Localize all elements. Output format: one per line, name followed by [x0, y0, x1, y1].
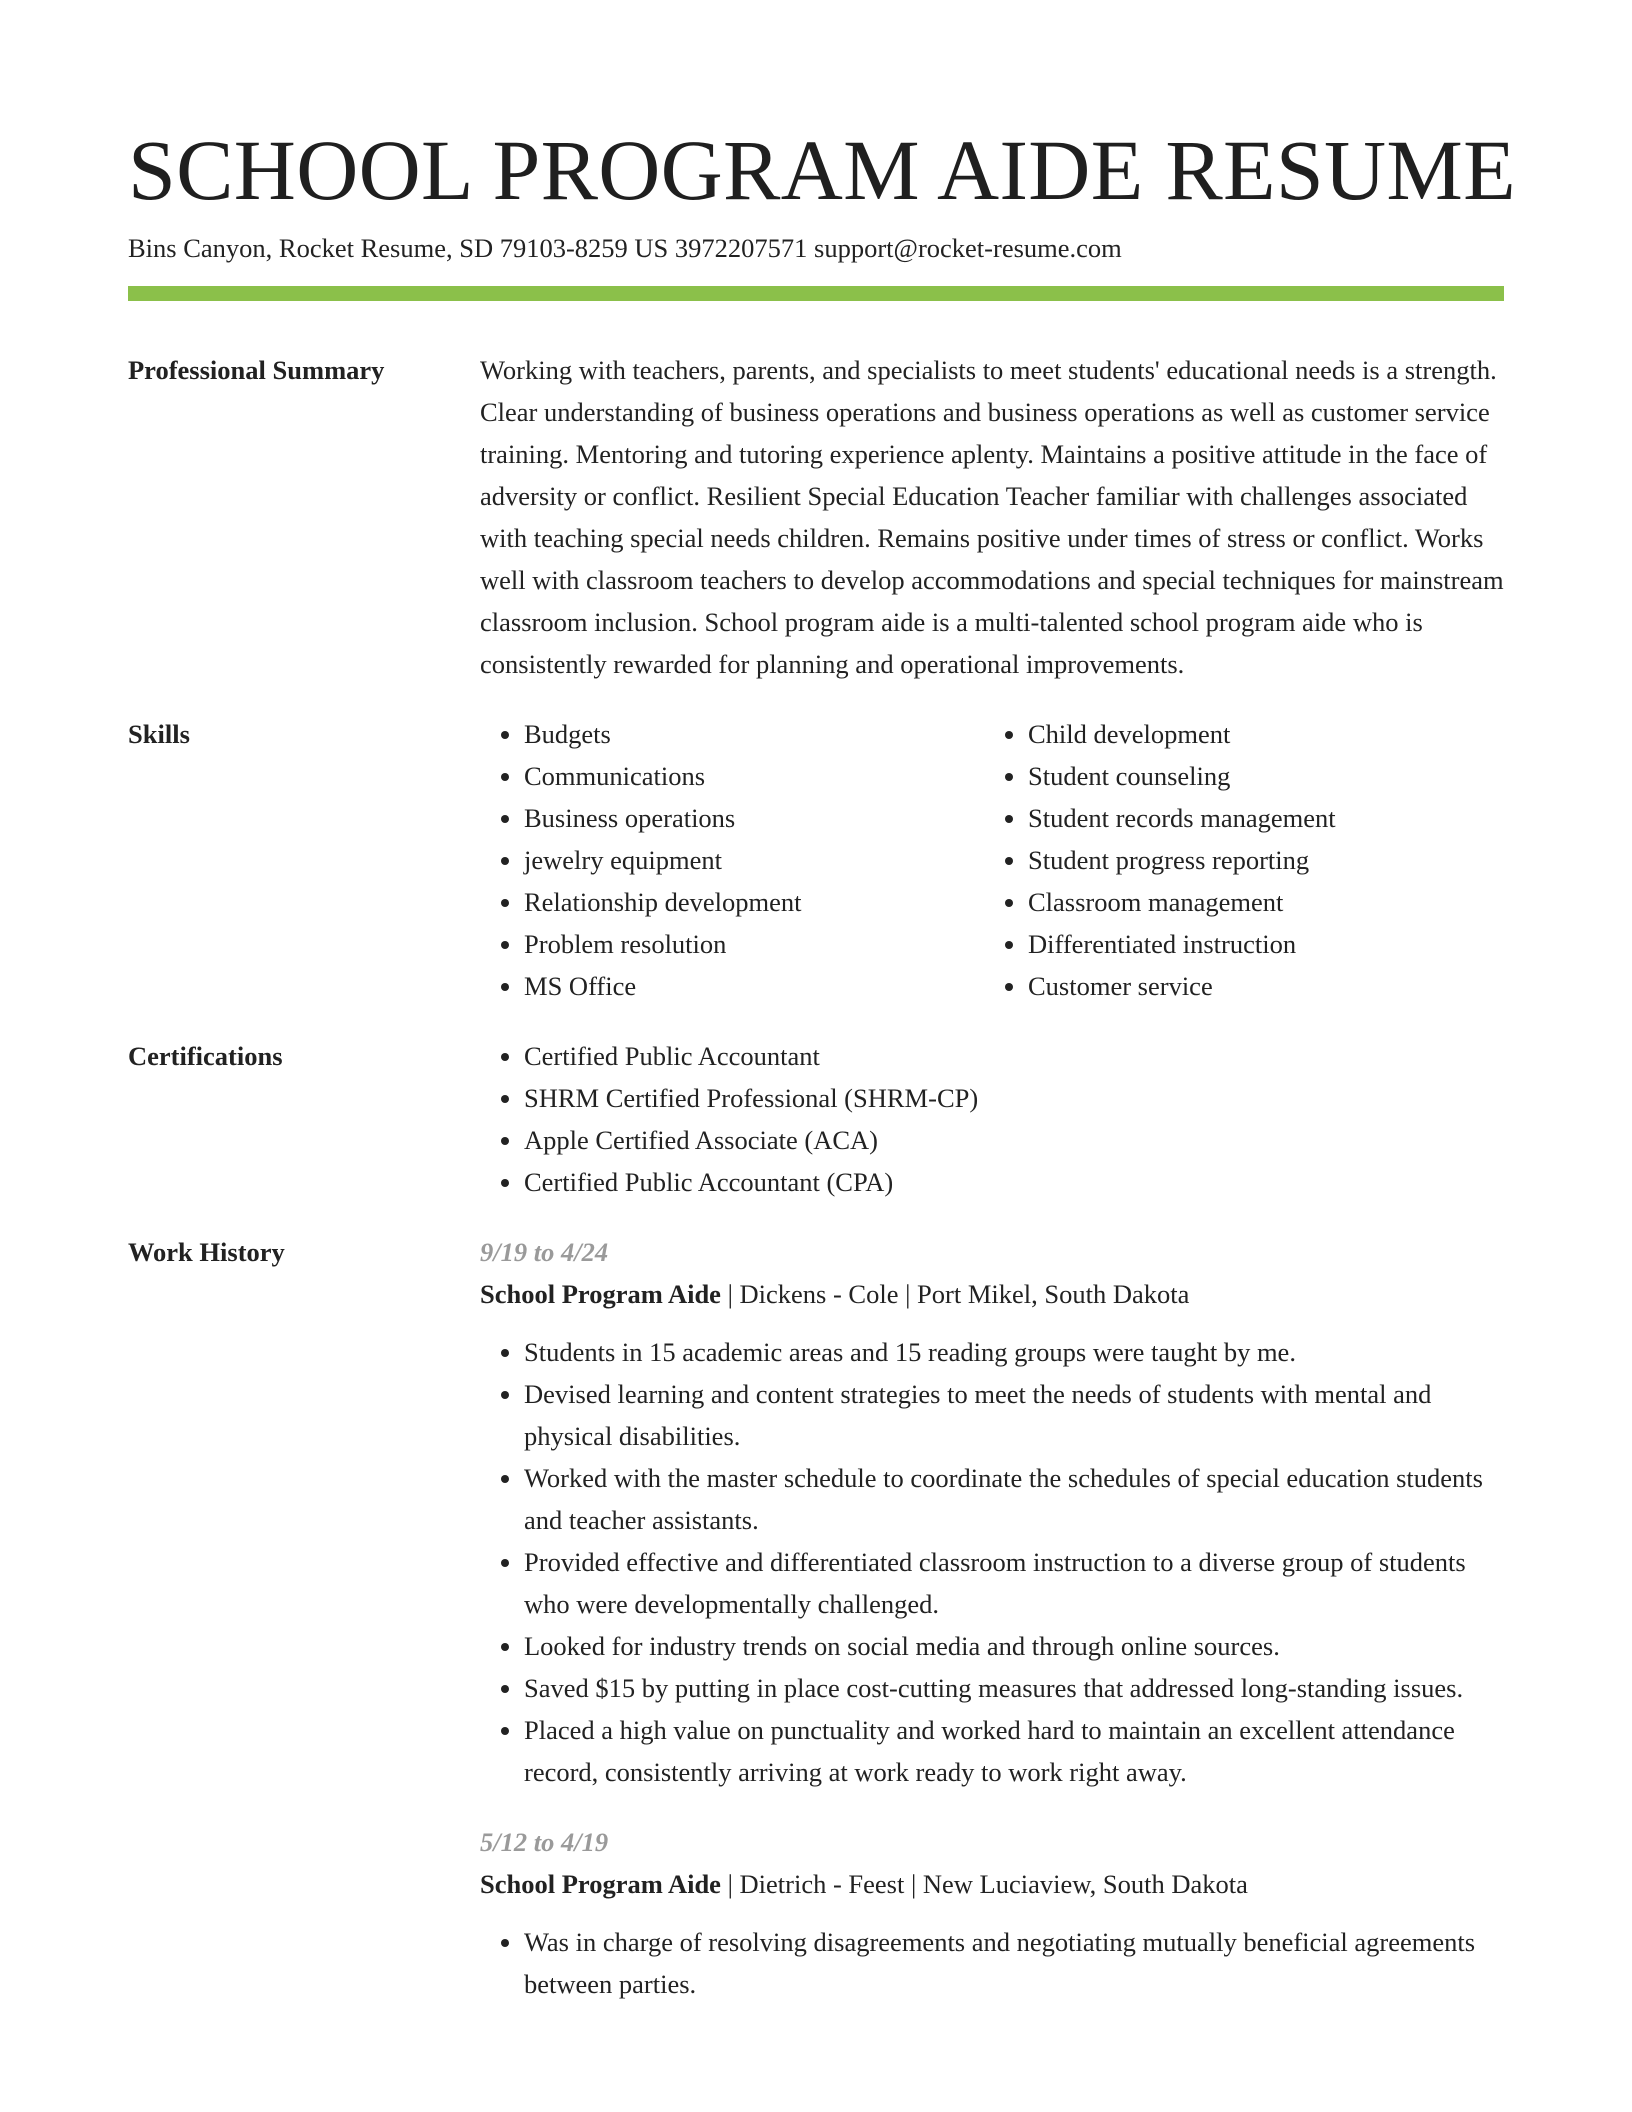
accent-divider: [128, 286, 1504, 301]
job-bullet: • Saved $15 by putting in place cost-cutting measures that addressed long-standing issues.: [524, 1667, 1504, 1709]
job-bullet: • Worked with the master schedule to coordinate the schedules of special education students and teacher assistants.: [524, 1457, 1504, 1541]
section-skills: [128, 713, 1504, 1007]
skill-item: • Student progress reporting: [1028, 839, 1508, 881]
certification-item: • Apple Certified Associate (ACA): [524, 1119, 1504, 1161]
certification-item: • Certified Public Accountant: [524, 1035, 1504, 1077]
section-work-history: [128, 1231, 1504, 2033]
section-label-certifications: Certifications: [128, 1041, 283, 1071]
skill-item: • Communications: [524, 755, 984, 797]
job-bullets: [480, 1921, 1504, 2005]
summary-body: [480, 349, 1504, 685]
job-bullet: • Looked for industry trends on social media and through online sources.: [524, 1625, 1504, 1667]
job-entry: [480, 1231, 1504, 1793]
section-professional-summary: [128, 349, 1504, 685]
skill-item: • Differentiated instruction: [1028, 923, 1508, 965]
job-heading: [480, 1863, 1504, 1905]
skill-item: • Problem resolution: [524, 923, 984, 965]
skills-grid: [480, 713, 1504, 1007]
skill-item: • Business operations: [524, 797, 984, 839]
skill-item: • Child development: [1028, 713, 1508, 755]
skill-item: • Relationship development: [524, 881, 984, 923]
resume-content: [128, 349, 1504, 2061]
job-entry: [480, 1821, 1504, 2005]
section-label-skills: Skills: [128, 719, 190, 749]
certifications-list: [480, 1035, 1504, 1203]
skills-column-left: [480, 713, 984, 1007]
certification-item: • SHRM Certified Professional (SHRM-CP): [524, 1077, 1504, 1119]
job-title: School Program Aide: [480, 1279, 721, 1309]
work-history-body: [480, 1231, 1504, 2033]
job-employer: | Dietrich - Feest | New Luciaview, South Dakota: [720, 1869, 1248, 1899]
job-bullets: [480, 1331, 1504, 1793]
skill-item: • Student records management: [1028, 797, 1508, 839]
skills-column-right: [984, 713, 1508, 1007]
skill-item: • Classroom management: [1028, 881, 1508, 923]
skills-body: [480, 713, 1504, 1007]
section-certifications: [128, 1035, 1504, 1203]
contact-line: Bins Canyon, Rocket Resume, SD 79103-8259 US 3972207571 support@rocket-resume.com: [128, 233, 1122, 263]
skill-item: • Student counseling: [1028, 755, 1508, 797]
certification-item: • Certified Public Accountant (CPA): [524, 1161, 1504, 1203]
job-bullet: • Provided effective and differentiated classroom instruction to a diverse group of students who were developmentally challenged.: [524, 1541, 1504, 1625]
section-label-summary: Professional Summary: [128, 355, 385, 385]
job-dates: 9/19 to 4/24: [480, 1237, 609, 1267]
certifications-body: [480, 1035, 1504, 1203]
job-dates: 5/12 to 4/19: [480, 1827, 609, 1857]
section-label-work-history: Work History: [128, 1237, 285, 1267]
skill-item: • jewelry equipment: [524, 839, 984, 881]
job-heading: [480, 1273, 1504, 1315]
resume-title: SCHOOL PROGRAM AIDE RESUME: [128, 122, 1516, 218]
skill-item: • Budgets: [524, 713, 984, 755]
job-employer: | Dickens - Cole | Port Mikel, South Dakota: [720, 1279, 1190, 1309]
job-bullet: • Was in charge of resolving disagreements and negotiating mutually beneficial agreements between parties.: [524, 1921, 1504, 2005]
summary-text: Working with teachers, parents, and specialists to meet students' educational needs is a strength. Clear understanding of business operations and business operations as well as customer service training. Mentoring and tutoring experience aplenty. Maintains a positive attitude in the face of adversity or conflict. Resilient Special Education Teacher familiar with challenges associated with teaching special needs children. Remains positive under times of stress or conflict. Works well with classroom teachers to develop accommodations and special techniques for mainstream classroom inclusion. School program aide is a multi-talented school program aide who is consistently rewarded for planning and operational improvements.: [480, 355, 1504, 679]
job-bullet: • Students in 15 academic areas and 15 reading groups were taught by me.: [524, 1331, 1504, 1373]
job-bullet: • Placed a high value on punctuality and worked hard to maintain an excellent attendance record, consistently arriving at work ready to work right away.: [524, 1709, 1504, 1793]
skill-item: • MS Office: [524, 965, 984, 1007]
skill-item: • Customer service: [1028, 965, 1508, 1007]
job-bullet: • Devised learning and content strategies to meet the needs of students with mental and physical disabilities.: [524, 1373, 1504, 1457]
job-title: School Program Aide: [480, 1869, 721, 1899]
